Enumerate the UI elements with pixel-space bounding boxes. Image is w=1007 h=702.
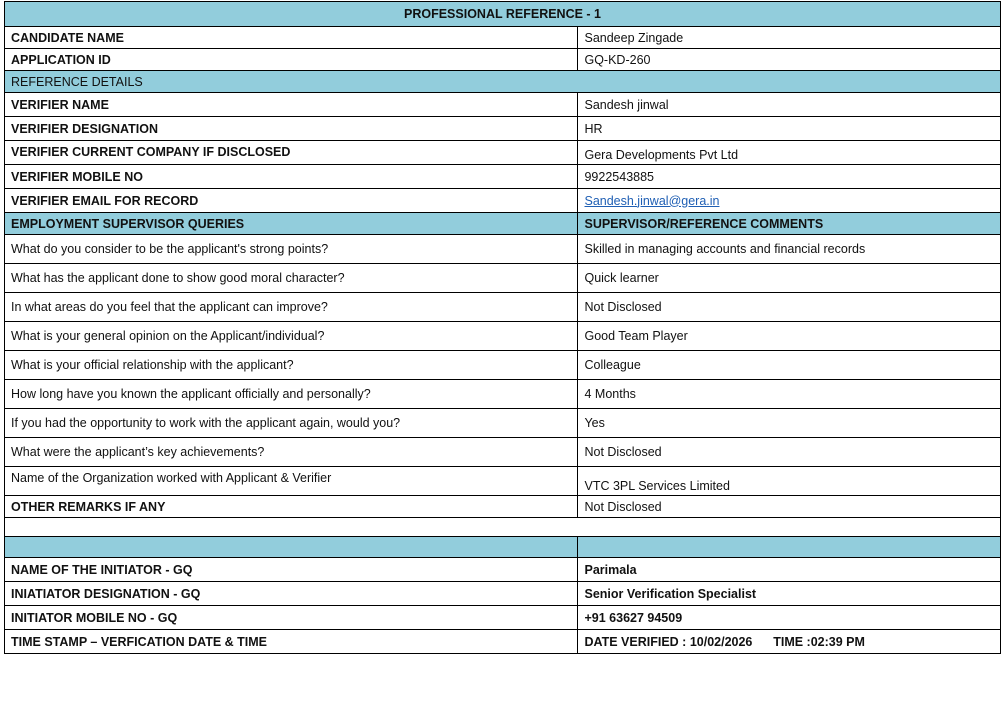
application-id-row <box>5 49 1001 71</box>
query-answer: Not Disclosed <box>578 293 1001 322</box>
verifier-designation-row <box>5 117 1001 141</box>
query-row <box>5 293 1001 322</box>
candidate-name-value: Sandeep Zingade <box>578 27 1001 49</box>
initiator-mobile-row <box>5 606 1001 630</box>
verifier-company-row <box>5 141 1001 165</box>
verifier-mobile-row <box>5 165 1001 189</box>
other-remarks-value: Not Disclosed <box>578 496 1001 518</box>
query-question: What were the applicant’s key achievements? <box>5 438 578 467</box>
application-id-label: APPLICATION ID <box>5 49 578 71</box>
professional-reference-table <box>4 1 1001 654</box>
initiator-mobile-value: +91 63627 94509 <box>578 606 1001 630</box>
verifier-company-value: Gera Developments Pvt Ltd <box>578 141 1001 165</box>
blank-row <box>5 518 1001 537</box>
query-answer: Not Disclosed <box>578 438 1001 467</box>
verifier-email-label: VERIFIER EMAIL FOR RECORD <box>5 189 578 213</box>
query-row <box>5 380 1001 409</box>
query-question: If you had the opportunity to work with the applicant again, would you? <box>5 409 578 438</box>
query-question: In what areas do you feel that the applicant can improve? <box>5 293 578 322</box>
initiator-name-value: Parimala <box>578 558 1001 582</box>
query-answer: VTC 3PL Services Limited <box>578 467 1001 496</box>
timestamp-value: DATE VERIFIED : 10/02/2026 TIME :02:39 PM <box>578 630 1001 654</box>
query-answer: Yes <box>578 409 1001 438</box>
timestamp-label: TIME STAMP – VERFICATION DATE & TIME <box>5 630 578 654</box>
query-row <box>5 438 1001 467</box>
verifier-mobile-label: VERIFIER MOBILE NO <box>5 165 578 189</box>
other-remarks-row <box>5 496 1001 518</box>
initiator-header-right <box>578 537 1001 558</box>
initiator-designation-label: INIATIATOR DESIGNATION - GQ <box>5 582 578 606</box>
page-title: PROFESSIONAL REFERENCE - 1 <box>5 2 1001 27</box>
query-question: What has the applicant done to show good moral character? <box>5 264 578 293</box>
queries-header-right: SUPERVISOR/REFERENCE COMMENTS <box>578 213 1001 235</box>
query-row <box>5 235 1001 264</box>
query-answer: 4 Months <box>578 380 1001 409</box>
verifier-designation-value: HR <box>578 117 1001 141</box>
verifier-designation-label: VERIFIER DESIGNATION <box>5 117 578 141</box>
verifier-company-label: VERIFIER CURRENT COMPANY IF DISCLOSED <box>5 141 578 165</box>
verifier-email-link[interactable]: Sandesh.jinwal@gera.in <box>584 193 720 208</box>
initiator-name-row <box>5 558 1001 582</box>
initiator-header-left <box>5 537 578 558</box>
reference-details-section <box>5 71 1001 93</box>
query-answer: Quick learner <box>578 264 1001 293</box>
initiator-name-label: NAME OF THE INITIATOR - GQ <box>5 558 578 582</box>
initiator-designation-value: Senior Verification Specialist <box>578 582 1001 606</box>
initiator-designation-row <box>5 582 1001 606</box>
query-answer: Good Team Player <box>578 322 1001 351</box>
initiator-header-row <box>5 537 1001 558</box>
queries-header-left: EMPLOYMENT SUPERVISOR QUERIES <box>5 213 578 235</box>
query-row <box>5 409 1001 438</box>
timestamp-row <box>5 630 1001 654</box>
reference-details-heading: REFERENCE DETAILS <box>5 71 1001 93</box>
query-question: Name of the Organization worked with Applicant & Verifier <box>5 467 578 496</box>
title-row <box>5 2 1001 27</box>
initiator-mobile-label: INITIATOR MOBILE NO - GQ <box>5 606 578 630</box>
verifier-name-value: Sandesh jinwal <box>578 93 1001 117</box>
query-question: What is your official relationship with the applicant? <box>5 351 578 380</box>
query-answer: Skilled in managing accounts and financial records <box>578 235 1001 264</box>
candidate-name-label: CANDIDATE NAME <box>5 27 578 49</box>
query-row <box>5 467 1001 496</box>
other-remarks-label: OTHER REMARKS IF ANY <box>5 496 578 518</box>
query-row <box>5 264 1001 293</box>
verifier-name-row <box>5 93 1001 117</box>
application-id-value: GQ-KD-260 <box>578 49 1001 71</box>
verifier-mobile-value: 9922543885 <box>578 165 1001 189</box>
queries-header-row <box>5 213 1001 235</box>
query-question: What is your general opinion on the Applicant/individual? <box>5 322 578 351</box>
query-question: How long have you known the applicant officially and personally? <box>5 380 578 409</box>
query-row <box>5 322 1001 351</box>
verifier-email-cell <box>578 189 1001 213</box>
verifier-email-row <box>5 189 1001 213</box>
query-answer: Colleague <box>578 351 1001 380</box>
verifier-name-label: VERIFIER NAME <box>5 93 578 117</box>
candidate-name-row <box>5 27 1001 49</box>
query-question: What do you consider to be the applicant's strong points? <box>5 235 578 264</box>
query-row <box>5 351 1001 380</box>
blank-cell <box>5 518 1001 537</box>
